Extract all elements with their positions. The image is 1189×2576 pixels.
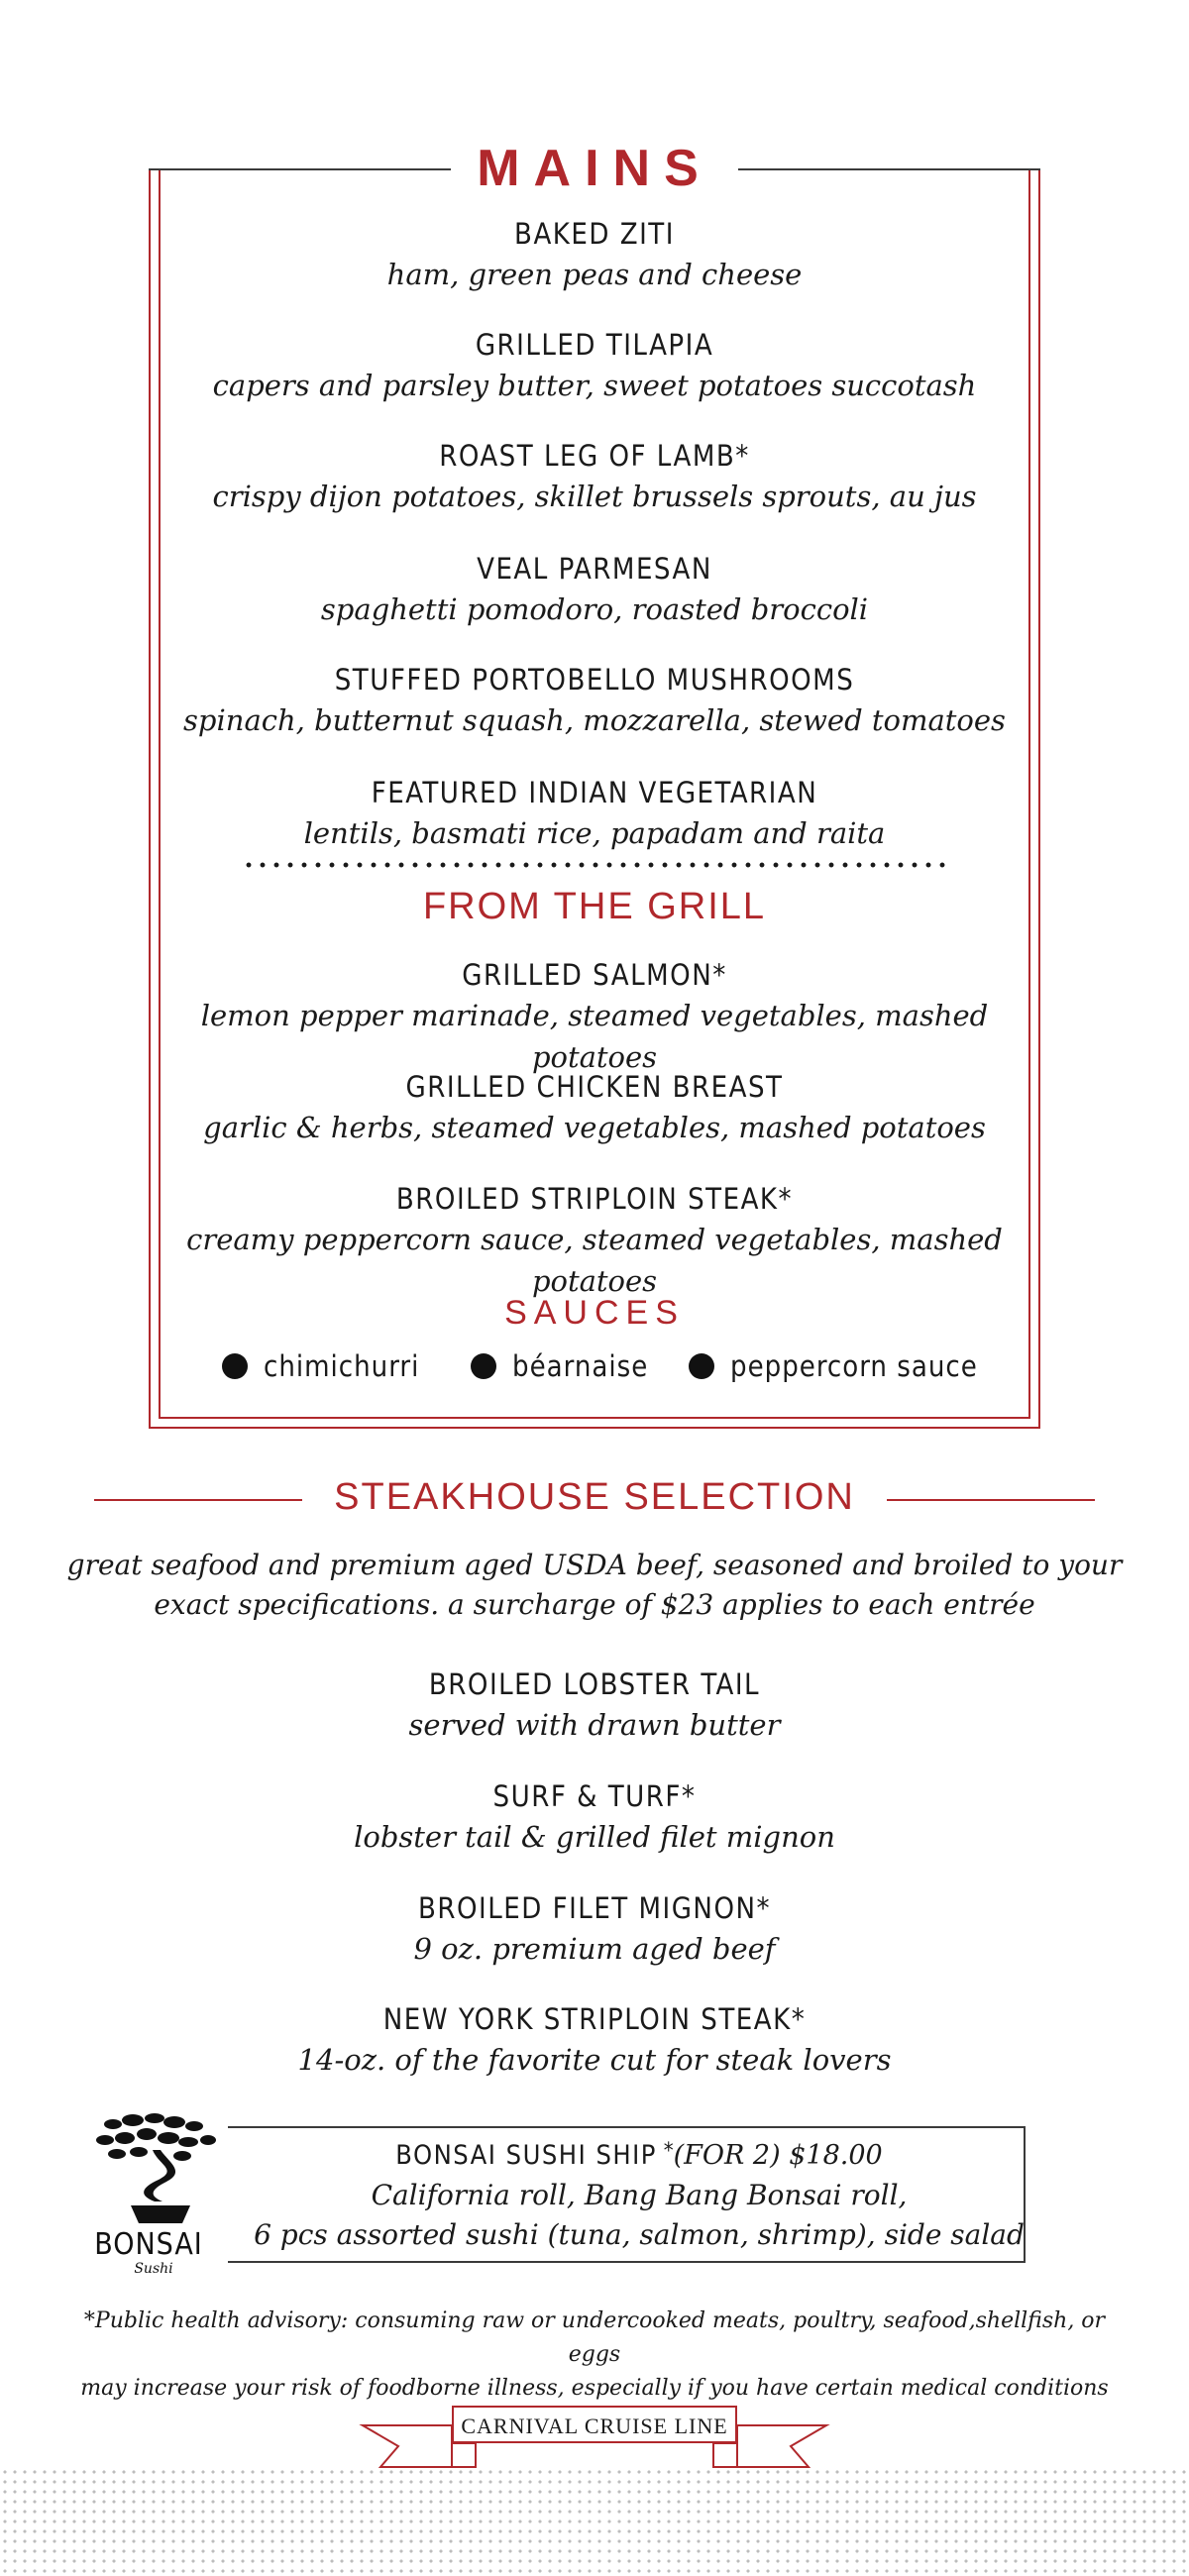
item-name: NEW YORK STRIPLOIN STEAK*: [382, 2002, 807, 2036]
item-description: capers and parsley butter, sweet potatoes succotash: [212, 369, 977, 402]
menu-item: [159, 1067, 1030, 1148]
item-price: (FOR 2) $18.00: [673, 2140, 883, 2171]
bonsai-sushi-item: [213, 2132, 1065, 2255]
item-name: FEATURED INDIAN VEGETARIAN: [371, 776, 818, 809]
sauce-label: béarnaise: [512, 1349, 649, 1383]
bullet-icon: [471, 1353, 496, 1379]
steakhouse-intro: [59, 1546, 1130, 1625]
section-rule-left: [94, 1499, 302, 1501]
menu-item: [159, 660, 1030, 741]
menu-item: [159, 549, 1030, 630]
grill-section-title: FROM THE GRILL: [422, 886, 767, 927]
item-name: ROAST LEG OF LAMB*: [439, 439, 750, 473]
item-name: BROILED STRIPLOIN STEAK*: [395, 1182, 794, 1216]
bonsai-tree-icon: [89, 2110, 228, 2229]
dotted-divider: [242, 860, 947, 870]
menu-item: [159, 436, 1030, 517]
banner-label: CARNIVAL CRUISE LINE: [452, 2406, 737, 2443]
footer-banner: [357, 2402, 832, 2471]
intro-line: exact specifications. a surcharge of $23 applies to each entrée: [154, 1588, 1035, 1621]
item-description: California roll, Bang Bang Bonsai roll,: [371, 2179, 908, 2211]
sauce-label: chimichurri: [264, 1349, 420, 1383]
menu-item: [159, 325, 1030, 406]
bonsai-header: [213, 2132, 1065, 2176]
item-description: lemon pepper marinade, steamed vegetables, mashed potatoes: [200, 999, 989, 1074]
item-description: served with drawn butter: [408, 1708, 781, 1742]
bonsai-logo: [89, 2110, 228, 2284]
advisory-line: may increase your risk of foodborne illness, especially if you have certain medical conditions: [80, 2376, 1109, 2401]
menu-item: [159, 1999, 1030, 2081]
item-description: 6 pcs assorted sushi (tuna, salmon, shrimp), side salad: [254, 2218, 1025, 2251]
advisory-line: *Public health advisory: consuming raw or undercooked meats, poultry, seafood,shellfish, or eggs: [83, 2308, 1106, 2367]
item-description: spinach, butternut squash, mozzarella, stewed tomatoes: [183, 703, 1006, 737]
health-advisory: [59, 2305, 1130, 2406]
menu-item: [159, 1664, 1030, 1746]
item-name: BAKED ZITI: [514, 217, 675, 251]
item-name: BROILED LOBSTER TAIL: [428, 1667, 761, 1701]
item-description: lentils, basmati rice, papadam and raita: [303, 816, 886, 850]
asterisk: *: [663, 2139, 674, 2164]
item-description: garlic & herbs, steamed vegetables, mashed potatoes: [203, 1111, 986, 1144]
item-name: GRILLED TILAPIA: [475, 328, 714, 362]
item-name: STUFFED PORTOBELLO MUSHROOMS: [334, 663, 855, 697]
item-description: spaghetti pomodoro, roasted broccoli: [320, 592, 869, 626]
sauce-item: [222, 1349, 419, 1383]
menu-item: [159, 773, 1030, 854]
bonsai-logo-script: Sushi: [134, 2261, 173, 2277]
item-description: crispy dijon potatoes, skillet brussels sprouts, au jus: [212, 480, 977, 513]
bonsai-logo-text: BONSAI: [94, 2227, 203, 2262]
item-name: BROILED FILET MIGNON*: [417, 1891, 772, 1925]
menu-item: [159, 955, 1030, 1078]
intro-line: great seafood and premium aged USDA beef, seasoned and broiled to your: [66, 1549, 1123, 1581]
menu-item: [159, 1776, 1030, 1858]
section-rule-right: [887, 1499, 1095, 1501]
menu-item: [159, 1888, 1030, 1970]
sauce-item: [689, 1349, 978, 1383]
item-name: BONSAI SUSHI SHIP: [395, 2140, 657, 2171]
item-description: lobster tail & grilled filet mignon: [354, 1820, 835, 1854]
item-description: ham, green peas and cheese: [386, 258, 803, 291]
item-name: GRILLED CHICKEN BREAST: [405, 1070, 784, 1104]
item-name: GRILLED SALMON*: [462, 958, 727, 992]
bullet-icon: [689, 1353, 714, 1379]
item-description: 14-oz. of the favorite cut for steak lovers: [297, 2043, 892, 2077]
steakhouse-title: STEAKHOUSE SELECTION: [334, 1476, 855, 1518]
item-name: SURF & TURF*: [492, 1779, 697, 1813]
footer-dot-pattern: [0, 2467, 1189, 2576]
sauce-item: [471, 1349, 648, 1383]
item-description: 9 oz. premium aged beef: [413, 1932, 776, 1966]
sauce-label: peppercorn sauce: [730, 1349, 978, 1383]
item-description: creamy peppercorn sauce, steamed vegetables, mashed potatoes: [186, 1223, 1003, 1298]
mains-title: MAINS: [477, 140, 712, 197]
item-name: VEAL PARMESAN: [477, 552, 712, 586]
menu-item: [159, 1179, 1030, 1302]
bullet-icon: [222, 1353, 248, 1379]
menu-item: [159, 214, 1030, 295]
sauces-title: SAUCES: [504, 1294, 685, 1332]
